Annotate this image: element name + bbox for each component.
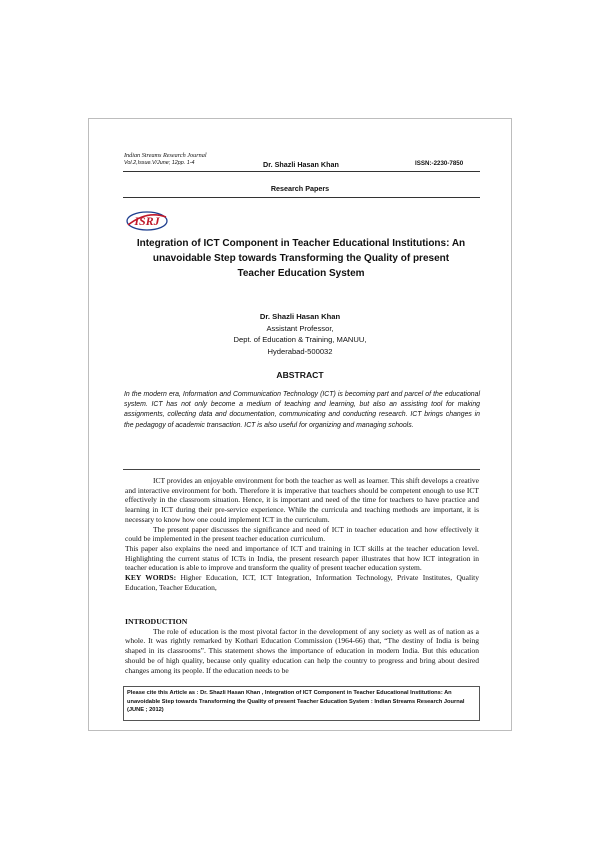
author-block — [89, 311, 511, 357]
title-line-2: unavoidable Step towards Transforming the Quality of present — [152, 253, 450, 264]
body-section-2 — [125, 617, 479, 675]
header-author: Dr. Shazli Hasan Khan — [263, 160, 339, 169]
citation-box: Please cite this Article as : Dr. Shazli Hasan Khan , Integration of ICT Component in Teacher Educational Institutions: An unavoidable Step towards Transforming the Quality of present Teacher Education System : Indian Streams Research Journal (JUNE ; 2012) — [123, 686, 480, 721]
keywords-list: Higher Education, ICT, ICT Integration, Information Technology, Private Institutes, Quality Education, Teacher Education, — [125, 573, 479, 592]
title-line-3: Teacher Education System — [237, 268, 365, 279]
author-department: Dept. of Education & Training, MANUU, — [233, 335, 367, 345]
author-name: Dr. Shazli Hasan Khan — [259, 312, 341, 321]
author-position: Assistant Professor, — [266, 323, 334, 333]
abstract-rule — [123, 469, 480, 470]
journal-masthead — [124, 153, 207, 166]
title-line-1: Integration of ICT Component in Teacher Educational Institutions: An — [136, 238, 466, 249]
body-paragraph-2: The present paper discusses the significance and need of ICT in teacher education and how effectively it could be implemented in the present teacher education curriculum. — [125, 524, 479, 544]
body-paragraph-3: This paper also explains the need and importance of ICT and training in ICT skills at the teacher education level. Highlighting the current status of ICTs in India, the present research paper illustrates that how ICT integration in teacher education is able to improve and transform the quality of present teacher education system. — [125, 543, 479, 573]
abstract-text: In the modern era, Information and Communication Technology (ICT) is becoming part and parcel of the educational system. ICT has not only become a medium of teaching and learning, but also an assisting tool for making assignments, collecting data and documentation, communicating and conducting research. ICT brings changes in the pedagogy of academic transaction. ICT is also useful for organizing and managing schools. — [124, 391, 480, 429]
body-paragraph-1: ICT provides an enjoyable environment for both the teacher as well as learner. This shift develops a creative and interactive environment for both. Therefore it is imperative that teachers should be competent enough to use ICT effectively in the classroom situation. Hence, it is important and need of the time for teachers to have practice and learning in ICT during their pre-service experience. While the curricula and teaching methods are important, it is necessary to know how one could implement ICT in the curriculum. — [125, 476, 479, 524]
abstract-heading: ABSTRACT — [276, 370, 324, 380]
paper-title — [119, 236, 483, 281]
section-label: Research Papers — [270, 184, 330, 193]
logo-text: ISRJ — [134, 214, 160, 228]
journal-name: Indian Streams Research Journal — [124, 152, 207, 159]
keywords — [125, 573, 479, 592]
keywords-label: KEY WORDS: — [125, 573, 177, 583]
author-city: Hyderabad-500032 — [267, 346, 333, 356]
header-issn: ISSN:-2230-7850 — [415, 160, 464, 167]
header-rule — [123, 171, 480, 172]
paper-page — [88, 118, 512, 731]
introduction-paragraph: The role of education is the most pivotal factor in the development of any society as well as of nation as a whole. It was rightly remarked by Kothari Education Commission (1964-66) that, “The destiny of India is being shaped in its classrooms”. This statement shows the importance of education in modern India. But this education should be of high quality, because only quality education can help the country to progress and bring about desired changes among its people. If the education needs to be — [125, 626, 479, 675]
section-rule — [123, 197, 480, 198]
journal-logo — [125, 208, 169, 234]
introduction-heading: INTRODUCTION — [125, 617, 188, 626]
journal-issue: Vol.2,Issue.V/June; 12pp. 1-4 — [124, 159, 195, 166]
body-section-1 — [125, 476, 479, 592]
